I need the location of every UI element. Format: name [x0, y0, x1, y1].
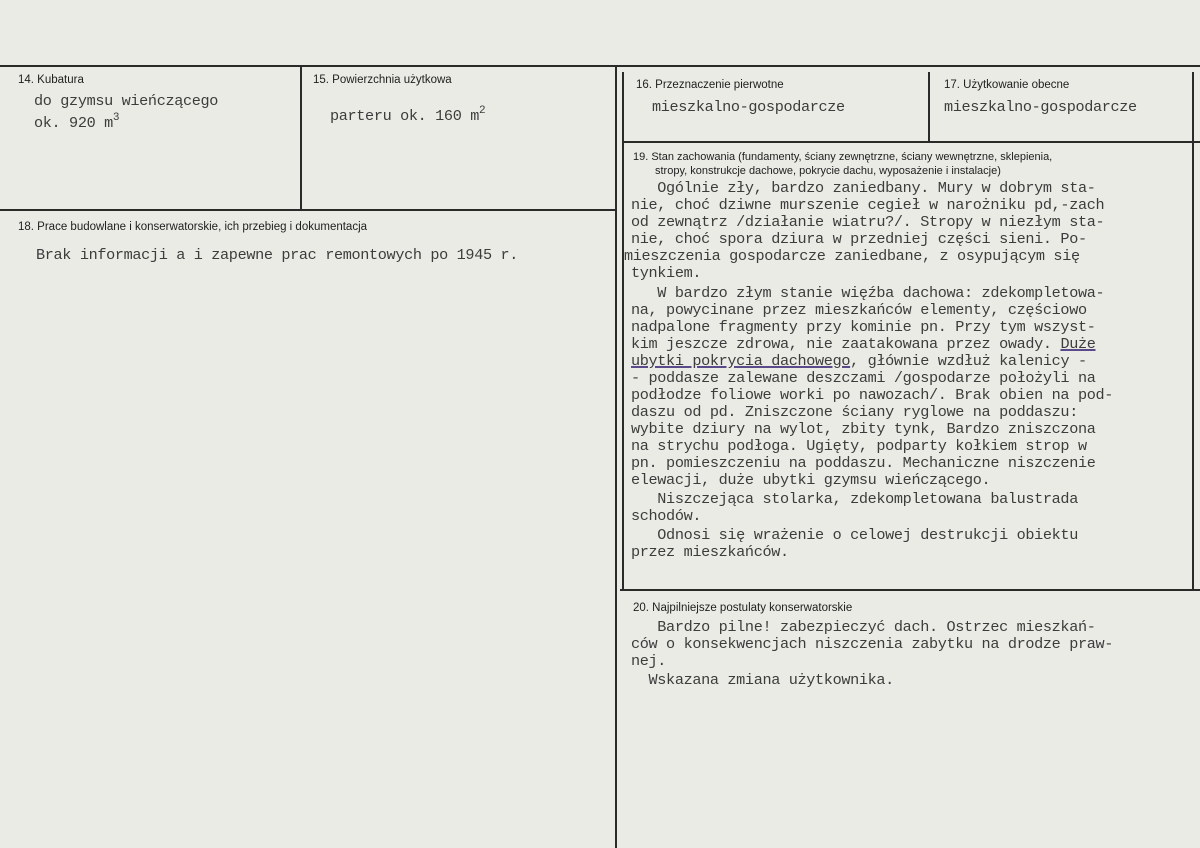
f19-line-12: - poddasze zalewane deszczami /gospodarze położyli na	[631, 369, 1096, 387]
field-19-label-line2: stropy, konstrukcje dachowe, pokrycie dachu, wyposażenie i instalacje)	[655, 164, 1001, 177]
f19-line-15: wybite dziury na wylot, zbity tynk, Bardzo zniszczona	[631, 420, 1096, 438]
f19-line-8: na, powycinane przez mieszkańców elementy, częściowo	[631, 301, 1087, 319]
f19-line-5: mieszczenia gospodarcze zaniedbane, z osypującym się	[624, 247, 1080, 265]
field-14-text1: do gzymsu wieńczącego	[34, 92, 219, 110]
field-14-value-line2	[34, 110, 119, 132]
f19-line-10-text: kim jeszcze zdrowa, nie zaatakowana przez owady.	[631, 335, 1052, 353]
field-18-value: Brak informacji a i zapewne prac remontowych po 1945 r.	[36, 246, 519, 264]
f19-line-20: schodów.	[631, 507, 702, 525]
field-17-value: mieszkalno-gospodarcze	[944, 98, 1137, 116]
f19-line-4: nie, choć spora dziura w przedniej części sieni. Po-	[631, 230, 1087, 248]
f19-line-10	[631, 336, 1096, 353]
field-16-label: 16. Przeznaczenie pierwotne	[636, 79, 784, 91]
field-16-value: mieszkalno-gospodarcze	[652, 98, 845, 116]
field-14-label: 14. Kubatura	[18, 74, 84, 86]
divider-left-right	[615, 65, 617, 848]
field-15-label: 15. Powierzchnia użytkowa	[313, 74, 452, 86]
f19-line-2: nie, choć dziwne murszenie cegieł w narożniku pd,-zach	[631, 196, 1105, 214]
field-14-text2: ok. 920 m	[34, 114, 113, 132]
f20-line-3: nej.	[631, 652, 667, 670]
f19-line-9: nadpalone fragmenty przy kominie pn. Przy tym wszyst-	[631, 318, 1096, 336]
f19-line-18: elewacji, duże ubytki gzymsu wieńczącego.	[631, 471, 991, 489]
f19-line-22: przez mieszkańców.	[631, 543, 789, 561]
f19-line-7: W bardzo złym stanie więźba dachowa: zdekompletowa-	[631, 284, 1105, 302]
f20-line-2: ców o konsekwencjach niszczenia zabytku na drodze praw-	[631, 635, 1114, 653]
field-17-label: 17. Użytkowanie obecne	[944, 79, 1070, 91]
top-border	[0, 65, 1200, 67]
f19-line-19: Niszczejąca stolarka, zdekompletowana balustrada	[631, 490, 1078, 508]
f19-line-10-underlined: Duże	[1060, 335, 1096, 353]
f19-line-14: daszu od pd. Zniszczone ściany ryglowe na poddaszu:	[631, 403, 1078, 421]
field-15-sup: 2	[479, 105, 486, 117]
divider-16-17	[928, 72, 930, 142]
f19-line-1: Ogólnie zły, bardzo zaniedbany. Mury w dobrym sta-	[631, 179, 1096, 197]
f19-line-11-underlined: ubytki pokrycia dachowego	[631, 352, 851, 370]
f19-line-6: tynkiem.	[631, 264, 702, 282]
right-edge	[1192, 72, 1194, 590]
field-14-value-line1	[34, 93, 218, 110]
field-19-label	[633, 151, 1178, 178]
field-14-sup: 3	[112, 112, 120, 124]
divider-row1-left	[0, 209, 617, 211]
field-15-value	[330, 103, 485, 125]
f19-line-11-rest: , głównie wzdłuż kalenicy	[850, 352, 1070, 370]
f19-line-16: na strychu podłoga. Ugięty, podparty kołkiem strop w	[631, 437, 1087, 455]
box-19-bottom	[620, 589, 1200, 591]
f20-line-1: Bardzo pilne! zabezpieczyć dach. Ostrzec mieszkań-	[631, 618, 1096, 636]
f19-line-21: Odnosi się wrażenie o celowej destrukcji obiektu	[631, 526, 1078, 544]
f20-line-4: Wskazana zmiana użytkownika.	[631, 671, 894, 689]
field-19-label-line1: 19. Stan zachowania (fundamenty, ściany zewnętrzne, ściany wewnętrzne, sklepienia,	[633, 151, 1053, 163]
field-15-text: parteru ok. 160 m	[330, 107, 479, 125]
box-16-17-bottom	[622, 141, 1200, 143]
field-20-label: 20. Najpilniejsze postulaty konserwatorskie	[633, 602, 853, 614]
field-18-label: 18. Prace budowlane i konserwatorskie, ich przebieg i dokumentacja	[18, 221, 368, 233]
divider-14-15	[300, 65, 302, 210]
f19-line-13: podłodze foliowe worki po nawozach/. Brak obien na pod-	[631, 386, 1114, 404]
f19-line-3: od zewnątrz /działanie wiatru?/. Stropy w niezłym sta-	[631, 213, 1105, 231]
f19-line-17: pn. pomieszczeniu na poddaszu. Mechaniczne niszczenie	[631, 454, 1096, 472]
box-16-left	[622, 72, 624, 590]
f19-line-11: ubytki pokrycia dachowego, głównie wzdłuż kalenicy -	[631, 352, 1087, 370]
